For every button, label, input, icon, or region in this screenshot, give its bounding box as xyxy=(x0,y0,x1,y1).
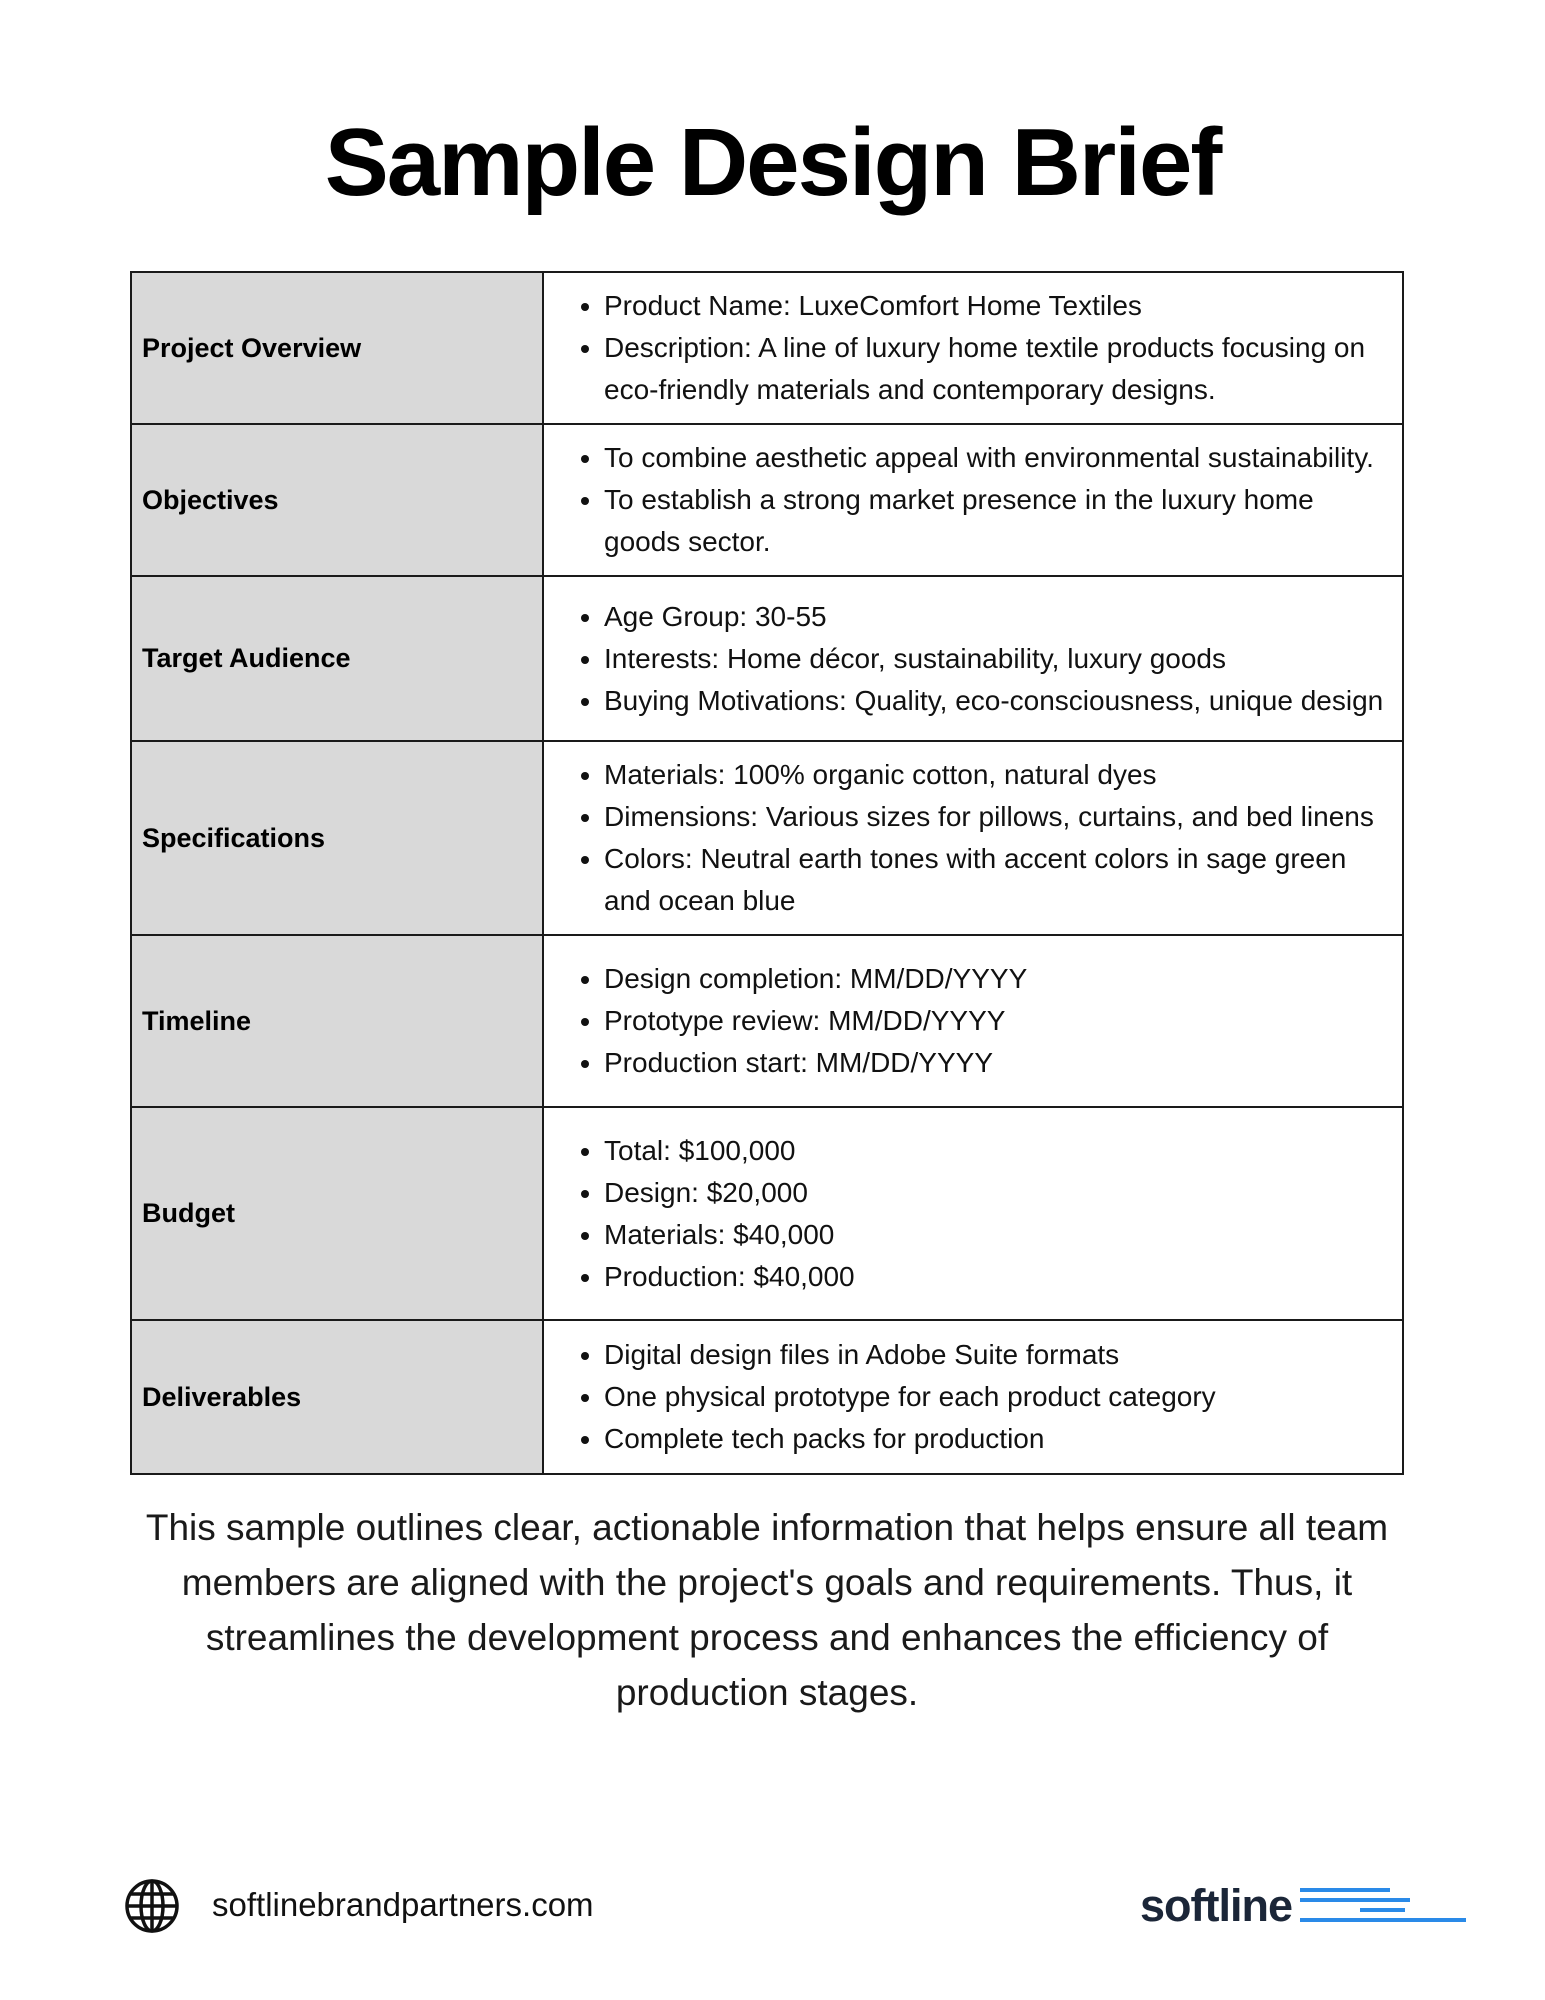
website-link[interactable]: softlinebrandpartners.com xyxy=(212,1886,594,1923)
list-item: • Prototype review: MM/DD/YYYY xyxy=(604,1000,1384,1042)
summary-paragraph: This sample outlines clear, actionable information that helps ensure all team members are aligned with the project's goals and requirements. Thus, it streamlines the development process and enhances the efficiency of production stages. xyxy=(145,1507,1389,1713)
row-label: Timeline xyxy=(131,935,543,1107)
list-item: • To establish a strong market presence in the luxury home goods sector. xyxy=(604,479,1384,563)
bullet-list xyxy=(562,1130,1384,1298)
list-item: • One physical prototype for each product category xyxy=(604,1376,1384,1418)
row-label: Deliverables xyxy=(131,1320,543,1474)
list-item: • Materials: $40,000 xyxy=(604,1214,1384,1256)
list-item: • Design completion: MM/DD/YYYY xyxy=(604,958,1384,1000)
row-label: Objectives xyxy=(131,424,543,576)
logo-stripes-icon xyxy=(1300,1886,1466,1926)
softline-logo xyxy=(1140,1876,1466,1936)
list-item: • Product Name: LuxeComfort Home Textiles xyxy=(604,285,1384,327)
bullet-list xyxy=(562,958,1384,1084)
list-item: • Complete tech packs for production xyxy=(604,1418,1384,1460)
list-item: • Colors: Neutral earth tones with accent colors in sage green and ocean blue xyxy=(604,838,1384,922)
brief-row xyxy=(131,935,1403,1107)
row-label: Budget xyxy=(131,1107,543,1320)
row-label: Target Audience xyxy=(131,576,543,741)
list-item: • Total: $100,000 xyxy=(604,1130,1384,1172)
logo-wordmark: softline xyxy=(1140,1880,1293,1931)
row-label: Project Overview xyxy=(131,272,543,424)
brief-row xyxy=(131,1320,1403,1474)
row-content xyxy=(543,935,1403,1107)
row-content xyxy=(543,272,1403,424)
list-item: • Design: $20,000 xyxy=(604,1172,1384,1214)
list-item: • Production start: MM/DD/YYYY xyxy=(604,1042,1384,1084)
brief-row xyxy=(131,741,1403,935)
bullet-list xyxy=(562,285,1384,411)
design-brief-table xyxy=(130,271,1404,1475)
list-item: • Buying Motivations: Quality, eco-consciousness, unique design xyxy=(604,680,1384,722)
row-content xyxy=(543,1107,1403,1320)
list-item: • Production: $40,000 xyxy=(604,1256,1384,1298)
globe-icon xyxy=(124,1878,180,1934)
list-item: • Age Group: 30-55 xyxy=(604,596,1384,638)
list-item: • Digital design files in Adobe Suite formats xyxy=(604,1334,1384,1376)
row-label: Specifications xyxy=(131,741,543,935)
list-item: • Interests: Home décor, sustainability, luxury goods xyxy=(604,638,1384,680)
brief-row xyxy=(131,272,1403,424)
row-content xyxy=(543,576,1403,741)
page-title: Sample Design Brief xyxy=(324,109,1221,216)
list-item: • Materials: 100% organic cotton, natural dyes xyxy=(604,754,1384,796)
row-content xyxy=(543,424,1403,576)
list-item: • Dimensions: Various sizes for pillows, curtains, and bed linens xyxy=(604,796,1384,838)
list-item: • Description: A line of luxury home textile products focusing on eco-friendly materials and contemporary designs. xyxy=(604,327,1384,411)
bullet-list xyxy=(562,596,1384,722)
row-content xyxy=(543,741,1403,935)
bullet-list xyxy=(562,754,1384,922)
bullet-list xyxy=(562,1334,1384,1460)
row-content xyxy=(543,1320,1403,1474)
list-item: • To combine aesthetic appeal with environmental sustainability. xyxy=(604,437,1384,479)
brief-row xyxy=(131,576,1403,741)
brief-row xyxy=(131,1107,1403,1320)
brief-row xyxy=(131,424,1403,576)
bullet-list xyxy=(562,437,1384,563)
